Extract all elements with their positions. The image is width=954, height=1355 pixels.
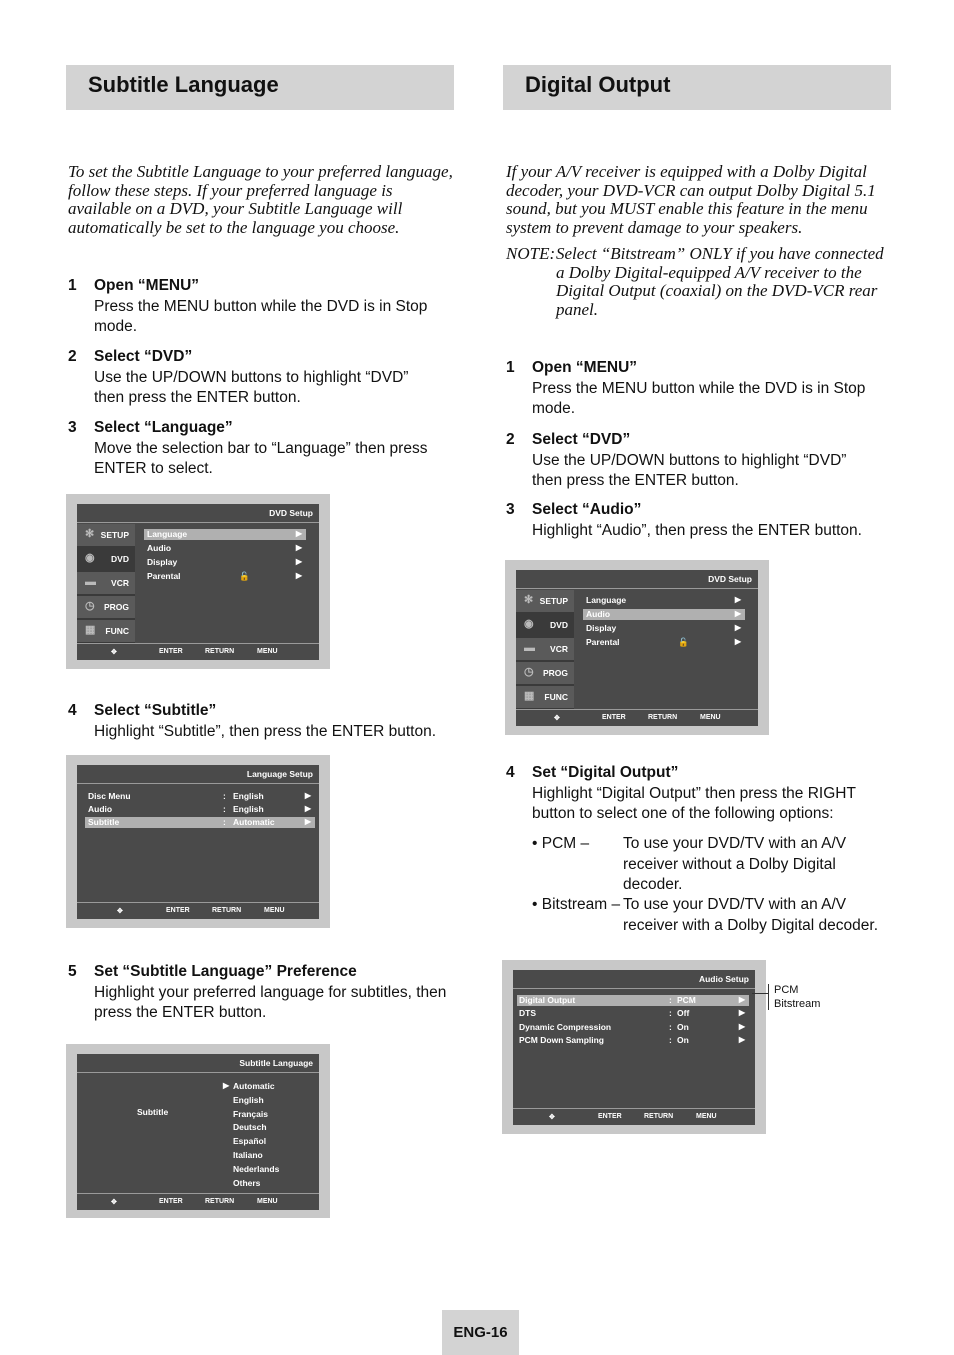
osd-screen: [77, 1054, 319, 1210]
menu-item-display: Display ▶: [586, 623, 741, 633]
screenshot-subtitle-language: [66, 1044, 330, 1218]
screenshot-dvd-setup-audio: [505, 560, 769, 735]
menu-item-parental: Parental 🔓 ▶: [586, 637, 741, 647]
option-item: Español: [233, 1136, 267, 1147]
gear-icon: ✻: [85, 528, 95, 540]
side-prog: ◷ PROG: [516, 662, 574, 686]
option-item: Deutsch: [233, 1122, 267, 1133]
side-dvd: ◉ DVD: [516, 614, 574, 638]
option-item: Français: [233, 1108, 268, 1119]
lock-icon: 🔓: [678, 637, 689, 647]
osd-footer: ✥ ENTER RETURN MENU: [77, 1193, 319, 1210]
arrow-right-icon: ▶: [295, 529, 302, 538]
clock-icon: ◷: [85, 600, 95, 612]
audio-row-digital-output: Digital Output : PCM ▶: [517, 995, 749, 1006]
lang-row-disc-menu: Disc Menu : English ▶: [88, 791, 311, 801]
step-1: 1 Open “MENU” Press the MENU button while the DVD is in Stop mode.: [506, 359, 866, 417]
arrow-right-icon: ▶: [734, 637, 741, 646]
option-bitstream: • Bitstream – To use your DVD/TV with an A/V receiver with a Dolby Digital decoder.: [532, 896, 879, 934]
callout-bracket: [768, 984, 769, 1010]
callout-line: [752, 993, 768, 994]
gear-icon: ✻: [524, 594, 534, 606]
audio-row-dts: DTS : Off ▶: [519, 1008, 745, 1018]
intro-text: To set the Subtitle Language to your preferred language, follow these steps. If your preferred language is available on a DVD, your Subtitle Language will automatically be set to the language you choose.: [68, 162, 453, 237]
option-item: English: [233, 1094, 264, 1105]
audio-row-dynamic-compression: Dynamic Compression : On ▶: [519, 1022, 745, 1032]
step-4: 4 Select “Subtitle” Highlight “Subtitle”, then press the ENTER button.: [68, 702, 437, 740]
note: NOTE: Select “Bitstream” ONLY if you have connected a Dolby Digital-equipped A/V receiver to the Digital Output (coaxial) on the DVD-VCR rear panel.: [506, 244, 884, 319]
nav-icon: ✥: [111, 649, 117, 656]
arrow-right-icon: ▶: [304, 817, 311, 826]
option-item: Automatic: [233, 1081, 275, 1091]
option-item: Others: [233, 1177, 261, 1188]
grid-icon: ▦: [524, 690, 535, 702]
osd-screen: [77, 504, 319, 660]
selected-arrow-icon: ▶: [223, 1081, 230, 1090]
side-vcr: ▬ VCR: [516, 638, 574, 662]
subtitle-options: [233, 1080, 279, 1190]
menu-item-language: Language ▶: [144, 529, 306, 540]
side-dvd: ◉ DVD: [77, 548, 135, 572]
arrow-right-icon: ▶: [304, 804, 311, 813]
callout-pcm: PCM: [774, 984, 799, 996]
arrow-right-icon: ▶: [734, 623, 741, 632]
side-vcr: ▬ VCR: [77, 572, 135, 596]
osd-title-bar: Audio Setup: [513, 970, 755, 989]
side-func: ▦ FUNC: [77, 620, 135, 644]
screenshot-audio-setup: [502, 960, 766, 1134]
step-3: 3 Select “Language” Move the selection bar to “Language” then press ENTER to select.: [68, 419, 428, 477]
screenshot-dvd-setup: [66, 494, 330, 669]
osd-footer: ✥ ENTER RETURN MENU: [77, 902, 319, 919]
clock-icon: ◷: [524, 666, 534, 678]
section-header-digital-output: [503, 65, 891, 110]
option-pcm: • PCM – To use your DVD/TV with an A/V receiver without a Dolby Digital decoder.: [532, 835, 847, 893]
arrow-right-icon: ▶: [738, 1022, 745, 1031]
step-3: 3 Select “Audio” Highlight “Audio”, then press the ENTER button.: [506, 501, 862, 539]
lock-icon: 🔓: [239, 571, 250, 581]
menu-item-parental: Parental 🔓 ▶: [147, 571, 302, 581]
osd-footer: ✥ ENTER RETURN MENU: [513, 1108, 755, 1125]
osd-title-bar: Language Setup: [77, 765, 319, 784]
arrow-right-icon: ▶: [295, 557, 302, 566]
osd-screen: [77, 765, 319, 919]
arrow-right-icon: ▶: [738, 995, 745, 1004]
grid-icon: ▦: [85, 624, 96, 636]
nav-icon: ✥: [554, 715, 560, 722]
arrow-right-icon: ▶: [734, 595, 741, 604]
nav-icon: ✥: [549, 1114, 555, 1121]
arrow-right-icon: ▶: [295, 543, 302, 552]
menu-item-display: Display ▶: [147, 557, 302, 567]
arrow-right-icon: ▶: [738, 1035, 745, 1044]
lang-row-subtitle: Subtitle : Automatic ▶: [85, 817, 315, 828]
subtitle-label: Subtitle: [137, 1107, 169, 1117]
disc-icon: ◉: [85, 552, 95, 564]
side-setup: ✻ SETUP: [77, 524, 135, 548]
side-func: ▦ FUNC: [516, 686, 574, 710]
osd-footer: ✥ ENTER RETURN MENU: [77, 643, 319, 660]
menu-item-language: Language ▶: [586, 595, 741, 605]
side-prog: ◷ PROG: [77, 596, 135, 620]
page-number: ENG-16: [442, 1310, 519, 1355]
step-5: 5 Set “Subtitle Language” Preference Highlight your preferred language for subtitles, then press the ENTER button.: [68, 963, 447, 1021]
section-title: Digital Output: [525, 72, 671, 97]
disc-icon: ◉: [524, 618, 534, 630]
callout-options: [774, 983, 820, 1011]
step-2: 2 Select “DVD” Use the UP/DOWN buttons to highlight “DVD” then press the ENTER button.: [68, 348, 409, 406]
menu-item-audio: Audio ▶: [147, 543, 302, 553]
arrow-right-icon: ▶: [295, 571, 302, 580]
lang-row-audio: Audio : English ▶: [88, 804, 311, 814]
osd-title-bar: DVD Setup: [516, 570, 758, 589]
osd-title-bar: DVD Setup: [77, 504, 319, 523]
osd-screen: [516, 570, 758, 726]
side-setup: ✻ SETUP: [516, 590, 574, 614]
arrow-right-icon: ▶: [738, 1008, 745, 1017]
option-item: Nederlands: [233, 1163, 280, 1174]
audio-row-pcm-down-sampling: PCM Down Sampling : On ▶: [519, 1035, 745, 1045]
callout-bitstream: Bitstream: [774, 998, 821, 1010]
step-4: 4 Set “Digital Output” Highlight “Digital Output” then press the RIGHT button to select one of the following options:: [506, 764, 856, 822]
screenshot-language-setup: [66, 755, 330, 928]
osd-title-bar: Subtitle Language: [77, 1054, 319, 1073]
section-title: Subtitle Language: [88, 72, 279, 97]
section-header-subtitle-language: [66, 65, 454, 110]
menu-item-audio: Audio ▶: [583, 609, 745, 620]
osd-screen: [513, 970, 755, 1125]
step-1: 1 Open “MENU” Press the MENU button while the DVD is in Stop mode.: [68, 277, 428, 335]
nav-icon: ✥: [117, 908, 123, 915]
intro-text: If your A/V receiver is equipped with a Dolby Digital decoder, your DVD-VCR can output Dolby Digital 5.1 sound, but you MUST enable this feature in the menu system to prevent damage to your speakers.: [506, 162, 876, 237]
vcr-icon: ▬: [524, 642, 535, 654]
step-2: 2 Select “DVD” Use the UP/DOWN buttons to highlight “DVD” then press the ENTER button.: [506, 431, 847, 489]
arrow-right-icon: ▶: [734, 609, 741, 618]
osd-footer: ✥ ENTER RETURN MENU: [516, 709, 758, 726]
nav-icon: ✥: [111, 1199, 117, 1206]
option-item: Italiano: [233, 1149, 263, 1160]
arrow-right-icon: ▶: [304, 791, 311, 800]
vcr-icon: ▬: [85, 576, 96, 588]
